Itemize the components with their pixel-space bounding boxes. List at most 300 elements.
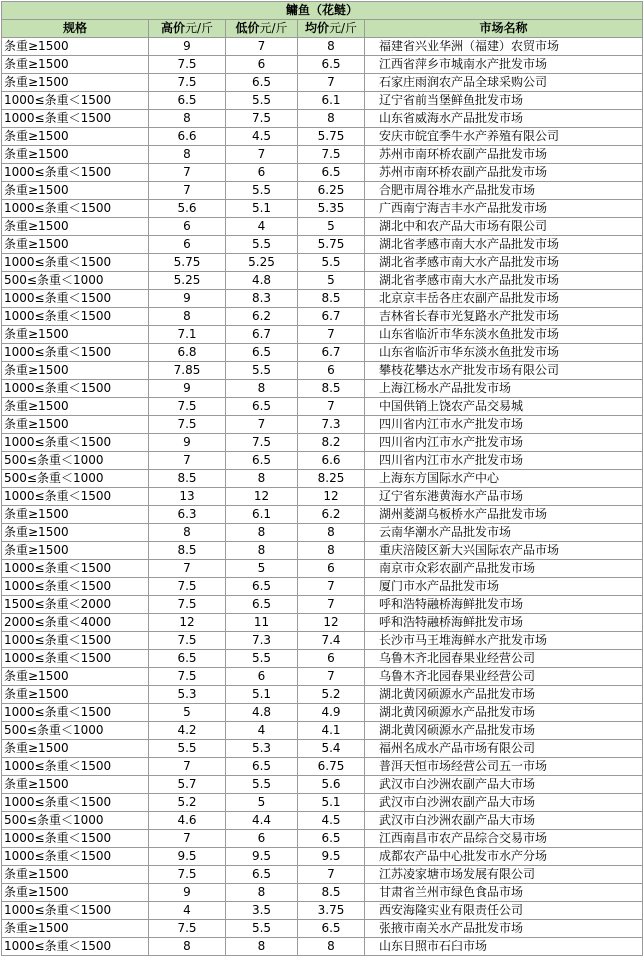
cell-spec: 条重≥1500 — [2, 506, 149, 524]
cell-spec: 条重≥1500 — [2, 128, 149, 146]
cell-low-price: 8 — [226, 884, 298, 902]
cell-market: 厦门市水产品批发市场 — [365, 578, 643, 596]
cell-avg-price: 5.6 — [298, 776, 365, 794]
cell-low-price: 7 — [226, 38, 298, 56]
header-low-price — [226, 20, 298, 38]
cell-spec: 1000≤条重＜1500 — [2, 110, 149, 128]
table-row — [2, 506, 643, 524]
cell-market: 福州名成水产品市场有限公司 — [365, 740, 643, 758]
cell-spec: 条重≥1500 — [2, 74, 149, 92]
cell-high-price: 7 — [149, 560, 226, 578]
cell-low-price: 4.8 — [226, 272, 298, 290]
cell-spec: 条重≥1500 — [2, 884, 149, 902]
cell-market: 福建省兴业华洲（福建）农贸市场 — [365, 38, 643, 56]
cell-low-price: 5.1 — [226, 686, 298, 704]
cell-market: 普洱天恒市场经营公司五一市场 — [365, 758, 643, 776]
cell-spec: 1000≤条重＜1500 — [2, 254, 149, 272]
cell-spec: 1000≤条重＜1500 — [2, 578, 149, 596]
cell-high-price: 7.5 — [149, 56, 226, 74]
cell-avg-price: 7 — [298, 74, 365, 92]
cell-avg-price: 6.75 — [298, 758, 365, 776]
cell-high-price: 6 — [149, 236, 226, 254]
cell-avg-price: 4.5 — [298, 812, 365, 830]
cell-spec: 条重≥1500 — [2, 182, 149, 200]
cell-spec: 500≤条重＜1000 — [2, 452, 149, 470]
table-row — [2, 236, 643, 254]
table-row — [2, 830, 643, 848]
cell-high-price: 7.5 — [149, 596, 226, 614]
cell-spec: 1000≤条重＜1500 — [2, 200, 149, 218]
cell-avg-price: 6.25 — [298, 182, 365, 200]
table-row — [2, 488, 643, 506]
cell-spec: 1000≤条重＜1500 — [2, 290, 149, 308]
cell-low-price: 5.5 — [226, 182, 298, 200]
cell-avg-price: 8.5 — [298, 290, 365, 308]
cell-low-price: 6 — [226, 56, 298, 74]
cell-low-price: 4.4 — [226, 812, 298, 830]
cell-low-price: 6.5 — [226, 578, 298, 596]
cell-avg-price: 4.1 — [298, 722, 365, 740]
table-row — [2, 722, 643, 740]
cell-high-price: 6.8 — [149, 344, 226, 362]
cell-market: 吉林省长春市光复路水产批发市场 — [365, 308, 643, 326]
cell-high-price: 7 — [149, 758, 226, 776]
table-row — [2, 704, 643, 722]
cell-market: 甘肃省兰州市绿色食品市场 — [365, 884, 643, 902]
cell-high-price: 4 — [149, 902, 226, 920]
cell-avg-price: 8.2 — [298, 434, 365, 452]
cell-market: 乌鲁木齐北园春果业经营公司 — [365, 668, 643, 686]
table-row — [2, 848, 643, 866]
cell-low-price: 5 — [226, 560, 298, 578]
table-row — [2, 200, 643, 218]
cell-avg-price: 12 — [298, 488, 365, 506]
cell-spec: 500≤条重＜1000 — [2, 272, 149, 290]
cell-low-price: 6.5 — [226, 344, 298, 362]
table-row — [2, 434, 643, 452]
cell-avg-price: 5.75 — [298, 236, 365, 254]
cell-spec: 2000≤条重＜4000 — [2, 614, 149, 632]
cell-low-price: 12 — [226, 488, 298, 506]
cell-avg-price: 9.5 — [298, 848, 365, 866]
cell-low-price: 4 — [226, 218, 298, 236]
cell-market: 湖北黄冈硕源水产品批发市场 — [365, 722, 643, 740]
cell-market: 四川省内江市水产批发市场 — [365, 434, 643, 452]
table-row — [2, 938, 643, 956]
table-title: 鳙鱼（花鲢） — [2, 2, 643, 20]
cell-spec: 1000≤条重＜1500 — [2, 632, 149, 650]
cell-market: 北京京丰岳各庄农副产品批发市场 — [365, 290, 643, 308]
table-row — [2, 110, 643, 128]
header-high-price-unit: 元/斤 — [184, 21, 214, 35]
cell-high-price: 8 — [149, 524, 226, 542]
cell-high-price: 9.5 — [149, 848, 226, 866]
table-row — [2, 596, 643, 614]
table-row — [2, 254, 643, 272]
cell-spec: 条重≥1500 — [2, 920, 149, 938]
cell-high-price: 9 — [149, 884, 226, 902]
cell-avg-price: 8 — [298, 542, 365, 560]
cell-low-price: 5.5 — [226, 236, 298, 254]
cell-low-price: 6.1 — [226, 506, 298, 524]
cell-avg-price: 4.9 — [298, 704, 365, 722]
table-row — [2, 902, 643, 920]
table-row — [2, 56, 643, 74]
cell-avg-price: 6.5 — [298, 56, 365, 74]
cell-low-price: 5.25 — [226, 254, 298, 272]
table-row — [2, 398, 643, 416]
cell-market: 上海东方国际水产中心 — [365, 470, 643, 488]
table-row — [2, 758, 643, 776]
cell-market: 长沙市马王堆海鲜水产批发市场 — [365, 632, 643, 650]
cell-high-price: 7 — [149, 182, 226, 200]
cell-avg-price: 5.75 — [298, 128, 365, 146]
cell-market: 山东省临沂市华东淡水鱼批发市场 — [365, 326, 643, 344]
cell-high-price: 5.75 — [149, 254, 226, 272]
table-row — [2, 452, 643, 470]
table-row — [2, 416, 643, 434]
cell-avg-price: 5.5 — [298, 254, 365, 272]
cell-low-price: 5.5 — [226, 362, 298, 380]
cell-low-price: 5.5 — [226, 920, 298, 938]
cell-avg-price: 7 — [298, 668, 365, 686]
header-avg-price-unit: 元/斤 — [328, 21, 358, 35]
cell-high-price: 7.5 — [149, 920, 226, 938]
cell-high-price: 6.5 — [149, 650, 226, 668]
table-row — [2, 650, 643, 668]
cell-high-price: 8 — [149, 308, 226, 326]
cell-market: 山东省临沂市华东淡水鱼批发市场 — [365, 344, 643, 362]
table-row — [2, 470, 643, 488]
cell-low-price: 5.3 — [226, 740, 298, 758]
cell-market: 张掖市南关水产品批发市场 — [365, 920, 643, 938]
cell-market: 呼和浩特融桥海鲜批发市场 — [365, 596, 643, 614]
cell-low-price: 7.5 — [226, 110, 298, 128]
header-spec: 规格 — [2, 20, 149, 38]
cell-spec: 条重≥1500 — [2, 740, 149, 758]
table-row — [2, 326, 643, 344]
table-row — [2, 686, 643, 704]
cell-market: 云南华潮水产品批发市场 — [365, 524, 643, 542]
table-row — [2, 884, 643, 902]
header-avg-price-label: 均价 — [304, 21, 329, 35]
cell-low-price: 8 — [226, 470, 298, 488]
cell-low-price: 6.2 — [226, 308, 298, 326]
cell-spec: 条重≥1500 — [2, 542, 149, 560]
cell-market: 成都农产品中心批发市水产分场 — [365, 848, 643, 866]
cell-market: 江西省萍乡市城南水产批发市场 — [365, 56, 643, 74]
cell-avg-price: 6 — [298, 362, 365, 380]
cell-high-price: 13 — [149, 488, 226, 506]
cell-low-price: 7 — [226, 416, 298, 434]
cell-spec: 1000≤条重＜1500 — [2, 92, 149, 110]
table-row — [2, 776, 643, 794]
cell-low-price: 6 — [226, 830, 298, 848]
price-table — [1, 1, 643, 956]
cell-high-price: 5.5 — [149, 740, 226, 758]
cell-spec: 1000≤条重＜1500 — [2, 794, 149, 812]
cell-spec: 条重≥1500 — [2, 866, 149, 884]
cell-avg-price: 8 — [298, 938, 365, 956]
cell-high-price: 7.5 — [149, 74, 226, 92]
cell-market: 中国供销上饶农产品交易城 — [365, 398, 643, 416]
cell-low-price: 8.3 — [226, 290, 298, 308]
cell-low-price: 5.5 — [226, 776, 298, 794]
cell-avg-price: 8 — [298, 38, 365, 56]
cell-spec: 条重≥1500 — [2, 524, 149, 542]
cell-spec: 500≤条重＜1000 — [2, 470, 149, 488]
cell-low-price: 8 — [226, 542, 298, 560]
cell-spec: 1000≤条重＜1500 — [2, 434, 149, 452]
cell-market: 湖北中和农产品大市场有限公司 — [365, 218, 643, 236]
cell-market: 湖北黄冈硕源水产品批发市场 — [365, 686, 643, 704]
cell-low-price: 3.5 — [226, 902, 298, 920]
cell-market: 江西南昌市农产品综合交易市场 — [365, 830, 643, 848]
table-row — [2, 38, 643, 56]
cell-high-price: 7.1 — [149, 326, 226, 344]
cell-high-price: 7 — [149, 452, 226, 470]
table-row — [2, 542, 643, 560]
cell-low-price: 7 — [226, 146, 298, 164]
cell-market: 西安海隆实业有限责任公司 — [365, 902, 643, 920]
cell-avg-price: 7 — [298, 866, 365, 884]
cell-avg-price: 7 — [298, 596, 365, 614]
cell-low-price: 8 — [226, 938, 298, 956]
cell-market: 武汉市白沙洲农副产品大市场 — [365, 776, 643, 794]
cell-market: 四川省内江市水产批发市场 — [365, 452, 643, 470]
cell-high-price: 9 — [149, 38, 226, 56]
cell-spec: 条重≥1500 — [2, 146, 149, 164]
table-row — [2, 164, 643, 182]
cell-low-price: 4.5 — [226, 128, 298, 146]
table-row — [2, 74, 643, 92]
cell-market: 苏州市南环桥农副产品批发市场 — [365, 146, 643, 164]
table-row — [2, 92, 643, 110]
cell-low-price: 5.5 — [226, 650, 298, 668]
cell-high-price: 4.6 — [149, 812, 226, 830]
cell-market: 湖北黄冈硕源水产品批发市场 — [365, 704, 643, 722]
cell-avg-price: 5 — [298, 218, 365, 236]
cell-spec: 1000≤条重＜1500 — [2, 902, 149, 920]
cell-avg-price: 5.35 — [298, 200, 365, 218]
header-high-price-label: 高价 — [160, 21, 185, 35]
table-row — [2, 794, 643, 812]
cell-market: 湖北省孝感市南大水产品批发市场 — [365, 272, 643, 290]
table-row — [2, 524, 643, 542]
table-row — [2, 920, 643, 938]
cell-high-price: 5.2 — [149, 794, 226, 812]
table-row — [2, 146, 643, 164]
cell-spec: 条重≥1500 — [2, 326, 149, 344]
cell-market: 苏州市南环桥农副产品批发市场 — [365, 164, 643, 182]
cell-avg-price: 8.25 — [298, 470, 365, 488]
cell-market: 呼和浩特融桥海鲜批发市场 — [365, 614, 643, 632]
cell-low-price: 6.5 — [226, 74, 298, 92]
cell-market: 重庆涪陵区新大兴国际农产品市场 — [365, 542, 643, 560]
cell-low-price: 6 — [226, 668, 298, 686]
cell-market: 石家庄雨润农产品全球采购公司 — [365, 74, 643, 92]
table-row — [2, 128, 643, 146]
cell-market: 乌鲁木齐北园春果业经营公司 — [365, 650, 643, 668]
cell-spec: 1000≤条重＜1500 — [2, 344, 149, 362]
cell-spec: 1500≤条重＜2000 — [2, 596, 149, 614]
title-row — [2, 2, 643, 20]
cell-avg-price: 6 — [298, 560, 365, 578]
cell-high-price: 9 — [149, 434, 226, 452]
cell-market: 武汉市白沙洲农副产品大市场 — [365, 794, 643, 812]
cell-spec: 1000≤条重＜1500 — [2, 560, 149, 578]
cell-high-price: 7.5 — [149, 632, 226, 650]
cell-avg-price: 6.6 — [298, 452, 365, 470]
cell-low-price: 6.5 — [226, 596, 298, 614]
table-row — [2, 560, 643, 578]
cell-market: 武汉市白沙洲农副产品大市场 — [365, 812, 643, 830]
cell-low-price: 6.5 — [226, 866, 298, 884]
table-row — [2, 308, 643, 326]
cell-high-price: 5.6 — [149, 200, 226, 218]
cell-high-price: 8.5 — [149, 542, 226, 560]
cell-market: 安庆市皖宜季牛水产养殖有限公司 — [365, 128, 643, 146]
cell-spec: 1000≤条重＜1500 — [2, 380, 149, 398]
cell-avg-price: 3.75 — [298, 902, 365, 920]
cell-spec: 条重≥1500 — [2, 416, 149, 434]
cell-spec: 条重≥1500 — [2, 38, 149, 56]
cell-low-price: 4 — [226, 722, 298, 740]
cell-spec: 条重≥1500 — [2, 668, 149, 686]
cell-spec: 1000≤条重＜1500 — [2, 488, 149, 506]
cell-avg-price: 5.1 — [298, 794, 365, 812]
cell-market: 南京市众彩农副产品批发市场 — [365, 560, 643, 578]
cell-avg-price: 7 — [298, 578, 365, 596]
cell-high-price: 7.5 — [149, 668, 226, 686]
cell-market: 山东省威海水产品批发市场 — [365, 110, 643, 128]
cell-market: 湖北省孝感市南大水产品批发市场 — [365, 236, 643, 254]
cell-market: 上海江杨水产品批发市场 — [365, 380, 643, 398]
header-low-price-unit: 元/斤 — [259, 21, 288, 35]
table-row — [2, 578, 643, 596]
cell-high-price: 5.3 — [149, 686, 226, 704]
cell-avg-price: 8.5 — [298, 380, 365, 398]
cell-market: 合肥市周谷堆水产品批发市场 — [365, 182, 643, 200]
table-row — [2, 344, 643, 362]
cell-avg-price: 6.5 — [298, 920, 365, 938]
cell-spec: 条重≥1500 — [2, 236, 149, 254]
cell-spec: 1000≤条重＜1500 — [2, 650, 149, 668]
cell-low-price: 6.5 — [226, 398, 298, 416]
cell-market: 辽宁省东港黄海水产品市场 — [365, 488, 643, 506]
cell-high-price: 6.3 — [149, 506, 226, 524]
cell-high-price: 7.5 — [149, 416, 226, 434]
cell-low-price: 7.5 — [226, 434, 298, 452]
cell-spec: 1000≤条重＜1500 — [2, 704, 149, 722]
table-row — [2, 380, 643, 398]
cell-low-price: 6.5 — [226, 452, 298, 470]
cell-avg-price: 7.4 — [298, 632, 365, 650]
cell-spec: 500≤条重＜1000 — [2, 812, 149, 830]
cell-market: 湖北省孝感市南大水产品批发市场 — [365, 254, 643, 272]
header-avg-price — [298, 20, 365, 38]
cell-low-price: 7.3 — [226, 632, 298, 650]
cell-low-price: 11 — [226, 614, 298, 632]
cell-low-price: 9.5 — [226, 848, 298, 866]
cell-avg-price: 8.5 — [298, 884, 365, 902]
cell-high-price: 5.25 — [149, 272, 226, 290]
cell-low-price: 5 — [226, 794, 298, 812]
cell-spec: 条重≥1500 — [2, 776, 149, 794]
cell-low-price: 6.5 — [226, 758, 298, 776]
cell-market: 辽宁省前当堡鲜鱼批发市场 — [365, 92, 643, 110]
cell-low-price: 5.1 — [226, 200, 298, 218]
header-market: 市场名称 — [365, 20, 643, 38]
cell-high-price: 9 — [149, 290, 226, 308]
cell-low-price: 4.8 — [226, 704, 298, 722]
table-row — [2, 218, 643, 236]
table-row — [2, 812, 643, 830]
cell-high-price: 7 — [149, 164, 226, 182]
cell-avg-price: 6.7 — [298, 344, 365, 362]
cell-spec: 条重≥1500 — [2, 362, 149, 380]
cell-avg-price: 6.5 — [298, 164, 365, 182]
cell-high-price: 5.7 — [149, 776, 226, 794]
cell-high-price: 8 — [149, 146, 226, 164]
cell-market: 湖州菱湖乌板桥水产品批发市场 — [365, 506, 643, 524]
cell-high-price: 6.5 — [149, 92, 226, 110]
table-row — [2, 740, 643, 758]
cell-market: 四川省内江市水产批发市场 — [365, 416, 643, 434]
cell-avg-price: 7 — [298, 398, 365, 416]
cell-avg-price: 6.1 — [298, 92, 365, 110]
cell-high-price: 7.5 — [149, 398, 226, 416]
cell-high-price: 7.5 — [149, 578, 226, 596]
cell-market: 广西南宁海吉丰水产品批发市场 — [365, 200, 643, 218]
cell-avg-price: 12 — [298, 614, 365, 632]
cell-high-price: 7 — [149, 830, 226, 848]
cell-spec: 条重≥1500 — [2, 686, 149, 704]
cell-spec: 1000≤条重＜1500 — [2, 830, 149, 848]
cell-avg-price: 5.2 — [298, 686, 365, 704]
cell-avg-price: 6.7 — [298, 308, 365, 326]
table-row — [2, 614, 643, 632]
cell-high-price: 7.5 — [149, 866, 226, 884]
table-row — [2, 668, 643, 686]
cell-high-price: 12 — [149, 614, 226, 632]
cell-high-price: 7.85 — [149, 362, 226, 380]
cell-avg-price: 6 — [298, 650, 365, 668]
header-high-price — [149, 20, 226, 38]
cell-low-price: 5.5 — [226, 92, 298, 110]
cell-market: 攀枝花攀达水产批发市场有限公司 — [365, 362, 643, 380]
cell-spec: 500≤条重＜1000 — [2, 722, 149, 740]
cell-high-price: 6 — [149, 218, 226, 236]
table-row — [2, 632, 643, 650]
cell-spec: 条重≥1500 — [2, 56, 149, 74]
cell-avg-price: 8 — [298, 524, 365, 542]
table-row — [2, 362, 643, 380]
table-row — [2, 290, 643, 308]
table-row — [2, 182, 643, 200]
cell-spec: 条重≥1500 — [2, 218, 149, 236]
cell-low-price: 8 — [226, 380, 298, 398]
cell-high-price: 6.6 — [149, 128, 226, 146]
cell-spec: 1000≤条重＜1500 — [2, 758, 149, 776]
cell-avg-price: 6.5 — [298, 830, 365, 848]
table-row — [2, 866, 643, 884]
cell-avg-price: 7.5 — [298, 146, 365, 164]
cell-high-price: 8.5 — [149, 470, 226, 488]
cell-spec: 1000≤条重＜1500 — [2, 308, 149, 326]
cell-avg-price: 5 — [298, 272, 365, 290]
header-low-price-label: 低价 — [235, 21, 260, 35]
